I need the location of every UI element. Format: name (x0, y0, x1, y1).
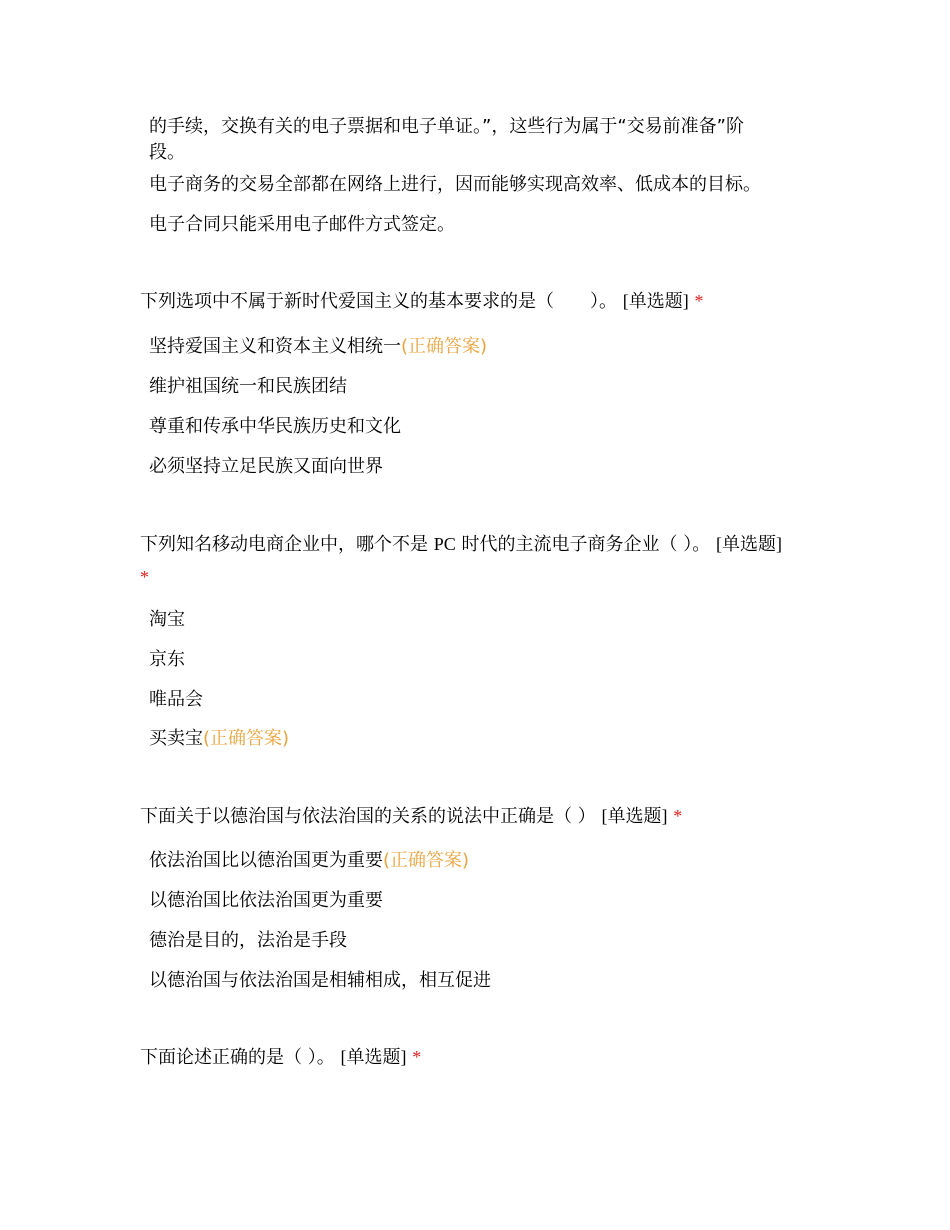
question-text: 下列知名移动电商企业中，哪个不是 (140, 534, 428, 555)
option-b (149, 173, 761, 197)
q2-option-2 (149, 648, 185, 672)
q2-option-4 (149, 727, 289, 751)
correct-answer-mark: (正确答案) (383, 850, 470, 871)
required-star: * (673, 806, 683, 826)
question-text-pc: PC (433, 534, 456, 554)
question-text: 下列选项中不属于新时代爱国主义的基本要求的是（ ）。 (140, 291, 617, 312)
question-2-star-line (140, 565, 149, 590)
q3-option-4 (149, 969, 491, 993)
option-text: 买卖宝 (149, 728, 203, 749)
option-text: 以德治国与依法治国是相辅相成，相互促进 (149, 970, 491, 991)
correct-answer-mark: (正确答案) (203, 728, 290, 749)
q3-option-1 (149, 849, 469, 873)
option-text: 段。 (149, 142, 185, 163)
option-text: 坚持爱国主义和资本主义相统一 (149, 336, 401, 357)
q2-option-1 (149, 608, 185, 632)
question-text: 下面论述正确的是（ ）。 (140, 1047, 335, 1068)
option-text: 依法治国比以德治国更为重要 (149, 850, 383, 871)
question-type: [单选题] (340, 1047, 407, 1067)
question-1-title (140, 289, 703, 314)
q1-option-1 (149, 335, 487, 359)
question-3-title (140, 804, 682, 829)
option-text: 尊重和传承中华民族历史和文化 (149, 416, 401, 437)
q1-option-4 (149, 455, 383, 479)
q2-option-3 (149, 688, 203, 712)
option-text: 淘宝 (149, 609, 185, 630)
required-star: * (140, 567, 149, 587)
question-type: [单选题] (622, 291, 689, 311)
q3-option-3 (149, 929, 347, 953)
required-star: * (694, 291, 704, 311)
option-text: 的手续，交换有关的电子票据和电子单证。”，这些行为属于“交易前准备”阶 (149, 116, 744, 137)
option-text: 必须坚持立足民族又面向世界 (149, 456, 383, 477)
option-c (149, 213, 455, 237)
required-star: * (412, 1047, 422, 1067)
option-text: 电子商务的交易全部都在网络上进行，因而能够实现高效率、低成本的目标。 (149, 174, 761, 195)
question-type: [单选题] (601, 806, 668, 826)
question-2-title (140, 532, 782, 557)
question-4-title (140, 1045, 421, 1070)
option-text: 京东 (149, 649, 185, 670)
question-text: 下面关于以德治国与依法治国的关系的说法中正确是（ ） (140, 806, 596, 827)
question-text: 时代的主流电子商务企业（ ）。 (461, 534, 711, 555)
q1-option-3 (149, 415, 401, 439)
option-text: 德治是目的，法治是手段 (149, 930, 347, 951)
option-text: 电子合同只能采用电子邮件方式签定。 (149, 214, 455, 235)
option-a-continued-line2 (149, 141, 185, 165)
option-text: 维护祖国统一和民族团结 (149, 376, 347, 397)
question-type: [单选题] (715, 534, 782, 554)
option-text: 唯品会 (149, 689, 203, 710)
q1-option-2 (149, 375, 347, 399)
option-a-continued (149, 115, 744, 139)
option-text: 以德治国比依法治国更为重要 (149, 890, 383, 911)
q3-option-2 (149, 889, 383, 913)
correct-answer-mark: (正确答案) (401, 336, 488, 357)
